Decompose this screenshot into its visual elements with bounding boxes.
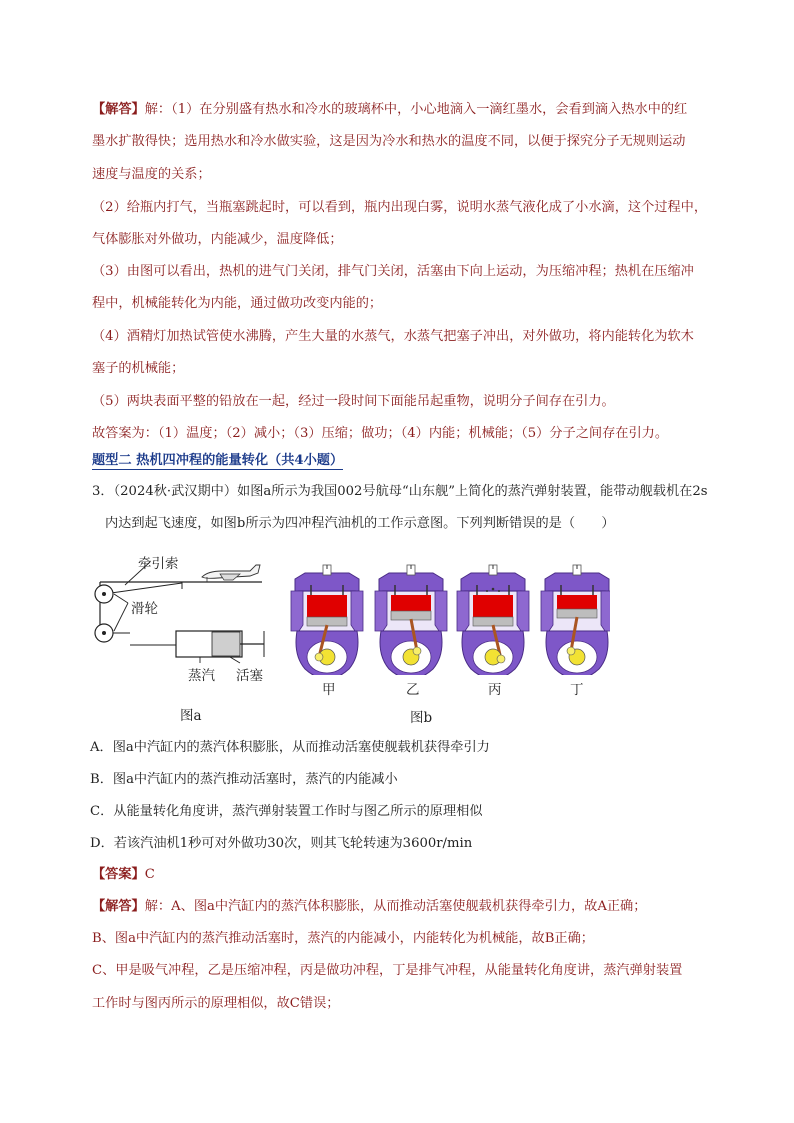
engine-label-jia: 甲 <box>322 682 336 698</box>
engine-jia <box>291 565 363 675</box>
question-stem-line-2: 内达到起飞速度，如图b所示为四冲程汽油机的工作示意图。下列判断错误的是（ ） <box>105 516 615 531</box>
answer-line <box>92 866 155 884</box>
figure-a-steam-catapult <box>90 545 280 730</box>
steam-cylinder-icon <box>176 631 264 657</box>
label-steam: 蒸汽 <box>188 668 215 684</box>
engine-ding <box>541 565 610 675</box>
explain-line-4: 工作时与图丙所示的原理相似，故C错误； <box>92 996 340 1011</box>
question-stem-line-1: 3．（2024秋·武汉期中）如图a所示为我国002号航母“山东舰”上简化的蒸汽弹射装置，能带动舰载机在2s <box>92 484 708 499</box>
answer-line-5: 气体膨胀对外做功，内能减少，温度降低； <box>92 232 343 247</box>
option-a: A．图a中汽缸内的蒸汽体积膨胀，从而推动活塞使舰载机获得牵引力 <box>90 740 490 755</box>
figure-b-caption: 图b <box>410 710 433 726</box>
final-answer-line: 故答案为：（1）温度；（2）减小；（3）压缩；做功；（4）内能；机械能；（5）分子之间存在引力。 <box>92 426 669 441</box>
pulley-top-icon <box>95 585 113 603</box>
label-pulley: 滑轮 <box>131 601 158 617</box>
answer-tag: 【解答】 <box>92 102 145 117</box>
answer-line-2: 墨水扩散得快；选用热水和冷水做实验，这是因为冷水和热水的温度不同，以便于探究分子无规则运动 <box>92 134 686 149</box>
option-d: D．若该汽油机1秒可对外做功30次，则其飞轮转速为3600r/min <box>90 836 473 851</box>
answer-line-7: 程中，机械能转化为内能，通过做功改变内能的； <box>92 296 383 311</box>
figure-a-caption: 图a <box>180 708 202 724</box>
answer-label: 【答案】 <box>92 867 145 882</box>
pulley-bottom-icon <box>95 624 113 642</box>
answer-line-9: 塞子的机械能； <box>92 361 185 376</box>
label-piston: 活塞 <box>236 668 263 684</box>
engine-yi <box>375 565 447 675</box>
engine-label-bing: 丙 <box>488 682 502 698</box>
answer-value: C <box>144 867 155 882</box>
answer-line-6: （3）由图可以看出，热机的进气门关闭，排气门关闭，活塞由下向上运动，为压缩冲程；热机在压缩冲 <box>92 264 694 279</box>
figure-b-engines <box>285 545 610 675</box>
engine-label-ding: 丁 <box>570 682 584 698</box>
engine-label-yi: 乙 <box>406 682 420 698</box>
answer-line-10: （5）两块表面平整的铅放在一起，经过一段时间下面能吊起重物，说明分子间存在引力。 <box>92 394 615 409</box>
option-c: C．从能量转化角度讲，蒸汽弹射装置工作时与图乙所示的原理相似 <box>90 804 483 819</box>
section-title: 题型二 热机四冲程的能量转化（共4小题） <box>92 453 344 468</box>
explain-line-3: C、甲是吸气冲程，乙是压缩冲程，丙是做功冲程，丁是排气冲程，从能量转化角度讲，蒸汽弹射装置 <box>92 963 683 978</box>
airplane-icon <box>202 565 260 582</box>
explain-tag: 【解答】 <box>92 899 145 914</box>
answer-line-4: （2）给瓶内打气，当瓶塞跳起时，可以看到，瓶内出现白雾，说明水蒸气液化成了小水滴，这个过程中， <box>92 200 708 215</box>
engine-bing <box>457 565 529 675</box>
explain-line-2: B、图a中汽缸内的蒸汽推动活塞时，蒸汽的内能减小，内能转化为机械能，故B正确； <box>92 931 594 946</box>
explain-line-1: 【解答】解：A、图a中汽缸内的蒸汽体积膨胀，从而推动活塞使舰载机获得牵引力，故A正确； <box>92 899 647 914</box>
answer-line-1: 【解答】解：（1）在分别盛有热水和冷水的玻璃杯中，小心地滴入一滴红墨水，会看到滴入热水中的红 <box>92 102 688 117</box>
option-b: B．图a中汽缸内的蒸汽推动活塞时，蒸汽的内能减小 <box>90 772 398 787</box>
label-traction-rope: 牵引索 <box>138 556 179 572</box>
answer-line-8: （4）酒精灯加热试管使水沸腾，产生大量的水蒸气，水蒸气把塞子冲出，对外做功，将内能转化为软木 <box>92 329 694 344</box>
answer-line-3: 速度与温度的关系； <box>92 167 211 182</box>
